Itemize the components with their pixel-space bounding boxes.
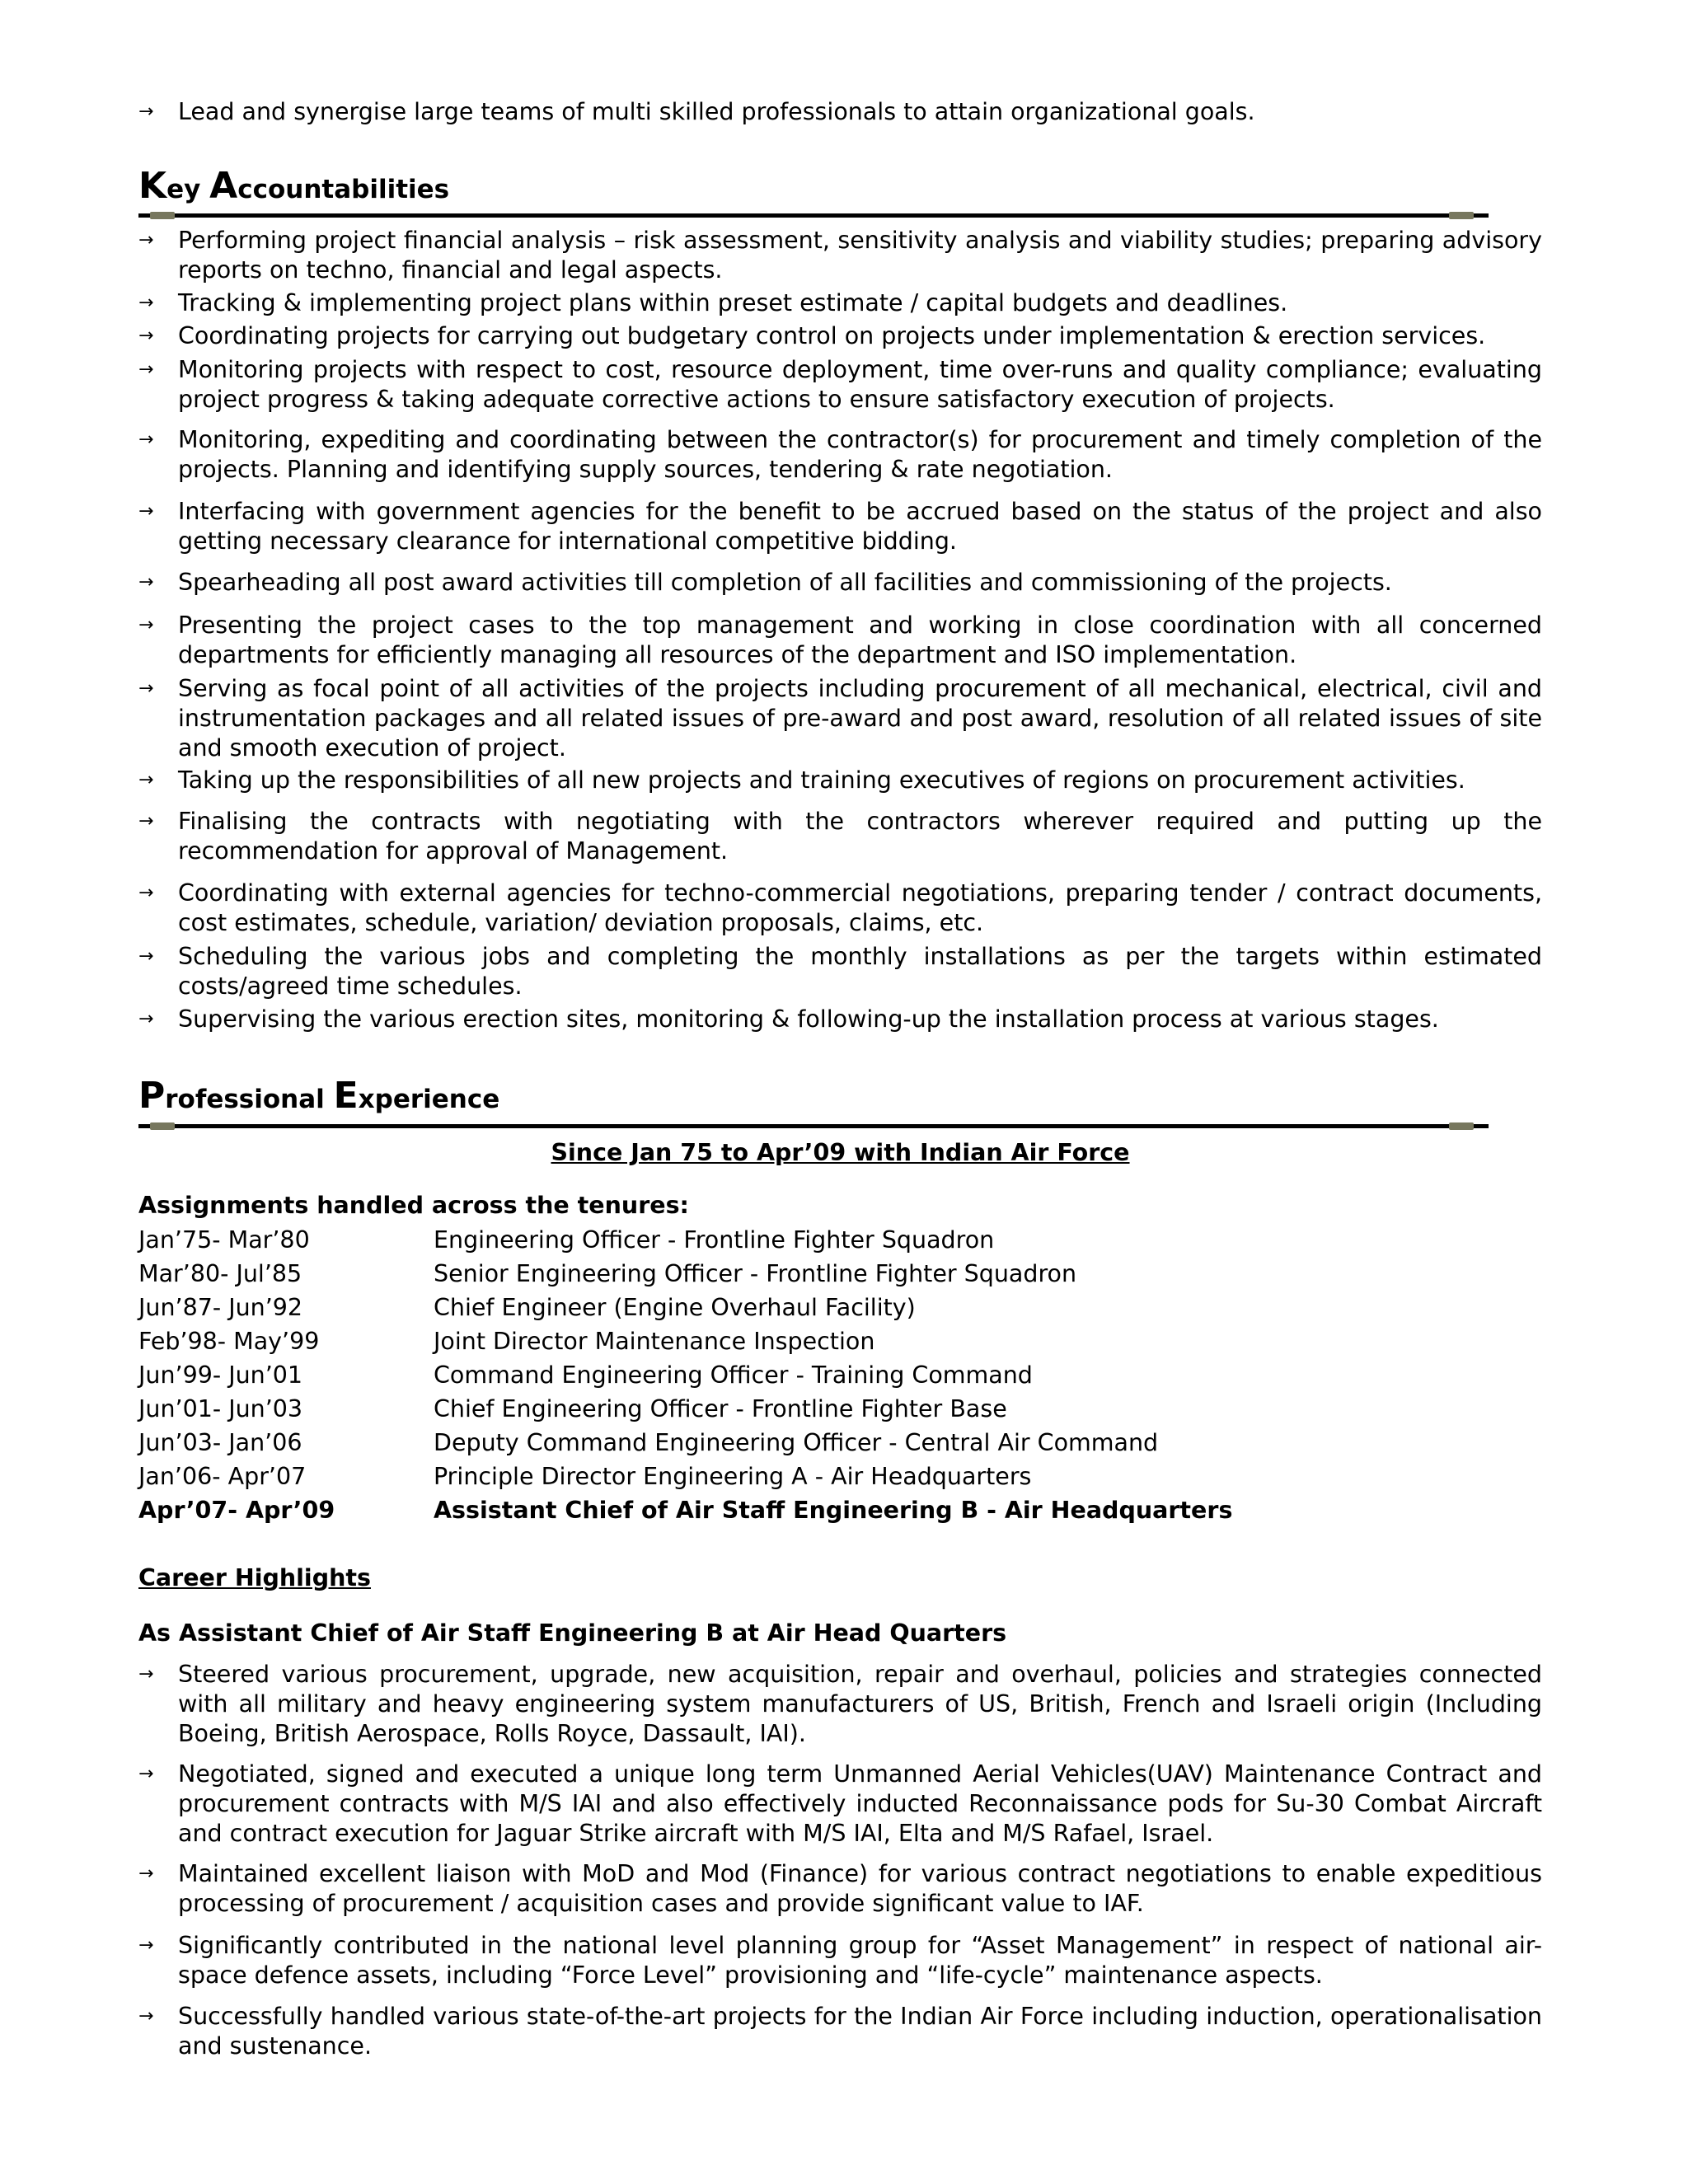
accountability-item: → Taking up the responsibilities of all new projects and training executives of regions on procurement activities. [138, 766, 1465, 794]
career-highlights-heading: Career Highlights [138, 1564, 371, 1591]
highlight-item: → Successfully handled various state-of-the-art projects for the Indian Air Force including induction, operationalisation and sustenance. [138, 2003, 1542, 2060]
arrow-bullet-icon: → [138, 230, 154, 251]
arrow-bullet-icon: → [138, 811, 154, 832]
highlight-item: → Negotiated, signed and executed a unique long term Unmanned Aerial Vehicles(UAV) Maintenance Contract and procurement contracts with M/S IAI and also effectively inducted Reconnaissance pods for Su-30 Combat Aircraft and contract execution for Jaguar Strike aircraft with M/S IAI, Elta and M/S Rafael, Israel. [138, 1760, 1542, 1847]
assignment-dates: Jan’75- Mar’80 [138, 1226, 310, 1254]
assignment-dates: Jun’99- Jun’01 [138, 1361, 303, 1389]
accountability-item: → Finalising the contracts with negotiating with the contractors wherever required and putting up the recommendation for approval of Management. [138, 808, 1542, 865]
arrow-bullet-icon: → [138, 501, 154, 522]
employer-heading: Since Jan 75 to Apr’09 with Indian Air Force [551, 1139, 1130, 1166]
arrow-bullet-icon: → [138, 770, 154, 790]
accountability-item: → Serving as focal point of all activities of the projects including procurement of all mechanical, electrical, civil and instrumentation packages and all related issues of pre-award and post award, resolution of all related issues of site and smooth execution of project. [138, 675, 1542, 762]
assignment-role: Principle Director Engineering A - Air Headquarters [434, 1463, 1032, 1490]
arrow-bullet-icon: → [138, 1764, 154, 1784]
arrow-bullet-icon: → [138, 572, 154, 593]
arrow-bullet-icon: → [138, 1863, 154, 1884]
arrow-bullet-icon: → [138, 1664, 154, 1685]
accountability-item: → Spearheading all post award activities till completion of all facilities and commissioning of the projects. [138, 569, 1392, 596]
assignment-dates: Mar’80- Jul’85 [138, 1260, 302, 1287]
assignment-dates: Apr’07- Apr’09 [138, 1497, 335, 1524]
assignment-role: Chief Engineering Officer - Frontline Fighter Base [434, 1395, 1007, 1422]
role-heading: As Assistant Chief of Air Staff Engineering B at Air Head Quarters [138, 1619, 1007, 1647]
arrow-bullet-icon: → [138, 101, 154, 122]
arrow-bullet-icon: → [138, 429, 154, 450]
arrow-bullet-icon: → [138, 326, 154, 346]
assignment-role: Command Engineering Officer - Training Command [434, 1361, 1033, 1389]
highlight-item: → Significantly contributed in the national level planning group for “Asset Management” in respect of national air-space defence assets, including “Force Level” provisioning and “life-cycle” maintenance aspects. [138, 1932, 1542, 1989]
assignments-heading: Assignments handled across the tenures: [138, 1192, 689, 1219]
assignment-dates: Jun’01- Jun’03 [138, 1395, 303, 1422]
assignment-role: Joint Director Maintenance Inspection [434, 1328, 875, 1355]
arrow-bullet-icon: → [138, 678, 154, 699]
arrow-bullet-icon: → [138, 1009, 154, 1029]
accountability-item: → Tracking & implementing project plans within preset estimate / capital budgets and deadlines. [138, 289, 1288, 316]
arrow-bullet-icon: → [138, 359, 154, 380]
assignment-dates: Jun’87- Jun’92 [138, 1294, 303, 1321]
accountability-item: → Supervising the various erection sites, monitoring & following-up the installation process at various stages. [138, 1005, 1439, 1033]
top-bullet [138, 97, 1542, 127]
arrow-bullet-icon: → [138, 1935, 154, 1956]
highlight-item: → Maintained excellent liaison with MoD and Mod (Finance) for various contract negotiations to enable expeditious processing of procurement / acquisition cases and provide significant value to IAF. [138, 1860, 1542, 1917]
professional-experience-title: Professional Experience [138, 1075, 500, 1117]
section-divider [138, 1121, 1489, 1132]
accountability-item: → Presenting the project cases to the top management and working in close coordination with all concerned departments for efficiently managing all resources of the department and ISO implementation. [138, 612, 1542, 668]
assignment-role: Deputy Command Engineering Officer - Central Air Command [434, 1429, 1159, 1456]
section-divider [138, 210, 1489, 221]
assignment-role: Senior Engineering Officer - Frontline Fighter Squadron [434, 1260, 1077, 1287]
highlight-item: → Steered various procurement, upgrade, new acquisition, repair and overhaul, policies and strategies connected with all military and heavy engineering system manufacturers of US, British, French and Israeli origin (Including Boeing, British Aerospace, Rolls Royce, Dassault, IAI). [138, 1661, 1542, 1747]
assignment-dates: Jan’06- Apr’07 [138, 1463, 307, 1490]
arrow-bullet-icon: → [138, 946, 154, 967]
assignment-role: Assistant Chief of Air Staff Engineering B - Air Headquarters [434, 1497, 1233, 1524]
arrow-bullet-icon: → [138, 293, 154, 313]
accountability-item: → Interfacing with government agencies for the benefit to be accrued based on the status of the project and also getting necessary clearance for international competitive bidding. [138, 498, 1542, 555]
accountability-item: → Monitoring projects with respect to cost, resource deployment, time over-runs and quality compliance; evaluating project progress & taking adequate corrective actions to ensure satisfactory execution of projects. [138, 356, 1542, 413]
assignment-role: Chief Engineer (Engine Overhaul Facility) [434, 1294, 916, 1321]
accountability-item: → Performing project financial analysis – risk assessment, sensitivity analysis and viability studies; preparing advisory reports on techno, financial and legal aspects. [138, 227, 1542, 284]
bullet-text: Lead and synergise large teams of multi skilled professionals to attain organizational goals. [178, 98, 1255, 125]
assignment-role: Engineering Officer - Frontline Fighter Squadron [434, 1226, 995, 1254]
arrow-bullet-icon: → [138, 2006, 154, 2027]
assignment-dates: Jun’03- Jan’06 [138, 1429, 302, 1456]
accountability-item: → Coordinating with external agencies for techno-commercial negotiations, preparing tender / contract documents, cost estimates, schedule, variation/ deviation proposals, claims, etc. [138, 879, 1542, 936]
accountability-item: → Monitoring, expediting and coordinating between the contractor(s) for procurement and timely completion of the projects. Planning and identifying supply sources, tendering & rate negotiation. [138, 426, 1542, 483]
arrow-bullet-icon: → [138, 615, 154, 635]
accountability-item: → Scheduling the various jobs and completing the monthly installations as per the targets within estimated costs/agreed time schedules. [138, 943, 1542, 1000]
key-accountabilities-title: Key Accountabilities [138, 165, 450, 207]
arrow-bullet-icon: → [138, 883, 154, 903]
assignment-dates: Feb’98- May’99 [138, 1328, 320, 1355]
accountability-item: → Coordinating projects for carrying out budgetary control on projects under implementation & erection services. [138, 322, 1486, 349]
